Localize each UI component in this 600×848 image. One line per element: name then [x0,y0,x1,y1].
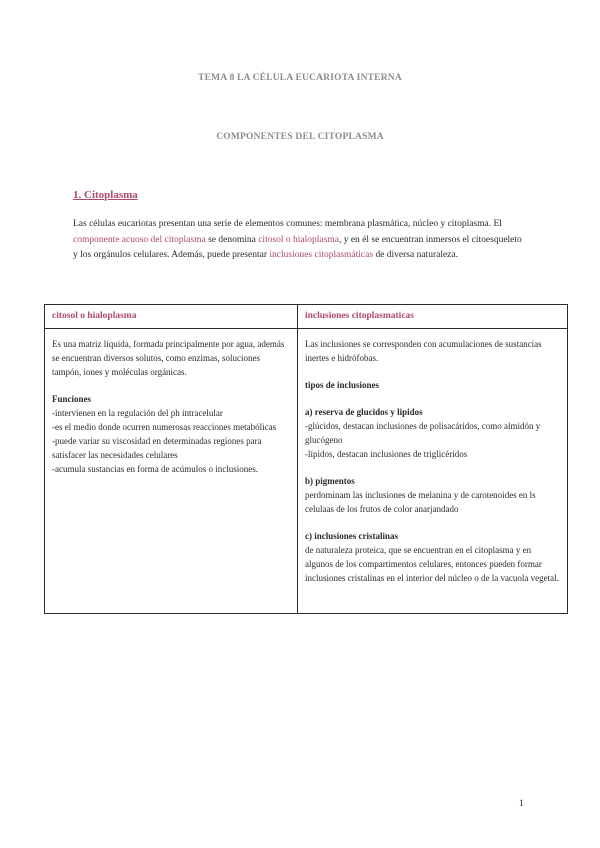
type-a-line: -lípidos, destacan inclusiones de triglicéridos [305,449,468,459]
type-b-title: b) pigmentos [305,476,355,486]
section-heading: 1. Citoplasma [73,189,138,201]
column-citosol [45,305,298,613]
inclusiones-description: Las inclusiones se corresponden con acumulaciones de sustancias inertes e hidrófobas. [305,339,542,363]
comparison-table [44,304,568,614]
type-a-line: -glúcidos, destacan inclusiones de polisacáridos, como almidón y glucógeno [305,421,541,445]
type-b-text: perdominam las inclusiones de melanina y de carotenoides en ls celulaas de los frutos de color anarjandado [305,490,536,514]
page-title: TEMA 8 LA CÉLULA EUCARIOTA INTERNA [198,73,402,83]
header-citosol: citosol o hialoplasma [45,305,297,329]
types-title: tipos de inclusiones [305,380,380,390]
intro-text-4: de diversa naturaleza. [373,250,458,260]
function-item: -acumula sustancias en forma de acúmulos o inclusiones. [52,464,258,474]
type-a-title: a) reserva de glucidos y lipidos [305,407,423,417]
page-number: 1 [519,799,524,809]
cell-citosol [45,329,297,476]
citosol-description: Es una matriz líquida, formada principalmente por agua, además se encuentran diversos solutos, como enzimas, soluciones tampón, iones y moléculas orgánicas. [52,339,285,377]
section-title: COMPONENTES DEL CITOPLASMA [216,132,384,142]
header-inclusiones: inclusiones citoplasmaticas [298,305,567,329]
type-c-title: c) inclusiones cristalinas [305,531,399,541]
functions-title: Funciones [52,394,92,404]
cell-inclusiones [298,329,567,585]
intro-paragraph [73,217,528,264]
intro-text-3: , y en él se encuentran inmersos el citoesqueleto y los orgánulos celulares. Además, puede presentar [73,234,522,260]
intro-text-2: se denomina [205,234,259,245]
function-item: -es el medio donde ocurren numerosas reacciones metabólicas [52,422,277,432]
highlight-inclusiones: inclusiones citoplasmáticas [269,250,374,260]
function-item: -puede variar su viscosidad en determinadas regiones para satisfacer las necesidades celulares [52,436,262,460]
column-inclusiones [298,305,567,613]
type-c-text: de naturaleza proteica, que se encuentran en el citoplasma y en algunos de los compartimentos celulares, entonces pueden formar inclusiones cristalinas en el interior del núcleo o de la vacuola vegetal. [305,545,559,583]
intro-text-1: Las células eucariotas presentan una serie de elementos comunes: membrana plasmática, núcleo y citoplasma. El [73,219,502,229]
function-item: -intervienen en la regulación del ph intracelular [52,408,223,418]
highlight-componente-acuoso: componente acuoso del citoplasma [73,234,206,245]
highlight-citosol: citosol o hialoplasma [258,234,339,245]
